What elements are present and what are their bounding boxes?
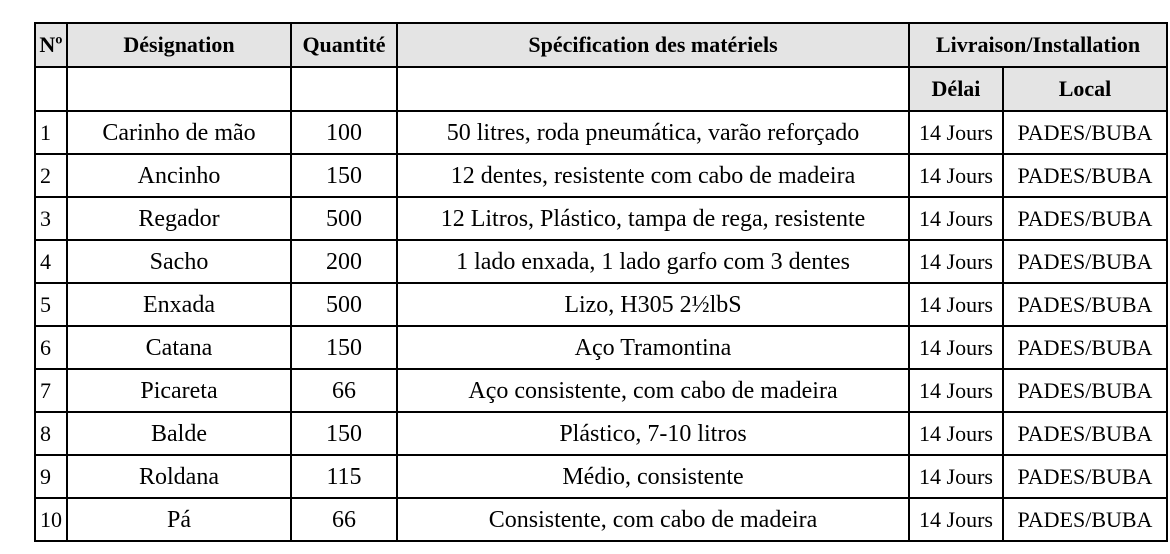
cell-specification: Consistente, com cabo de madeira xyxy=(397,498,909,541)
cell-delay: 14 Jours xyxy=(909,154,1003,197)
cell-location: PADES/BUBA xyxy=(1003,240,1167,283)
table-row xyxy=(35,455,1167,498)
cell-quantity: 66 xyxy=(291,369,397,412)
header-location: Local xyxy=(1003,67,1167,111)
cell-delay: 14 Jours xyxy=(909,197,1003,240)
header-quantity: Quantité xyxy=(291,23,397,67)
cell-location: PADES/BUBA xyxy=(1003,455,1167,498)
cell-delay: 14 Jours xyxy=(909,240,1003,283)
cell-quantity: 500 xyxy=(291,283,397,326)
cell-specification: Plástico, 7-10 litros xyxy=(397,412,909,455)
header-designation: Désignation xyxy=(67,23,291,67)
cell-delay: 14 Jours xyxy=(909,412,1003,455)
blank-cell xyxy=(35,67,67,111)
cell-quantity: 66 xyxy=(291,498,397,541)
cell-number: 9 xyxy=(35,455,67,498)
table-row xyxy=(35,369,1167,412)
cell-location: PADES/BUBA xyxy=(1003,326,1167,369)
cell-specification: 1 lado enxada, 1 lado garfo com 3 dentes xyxy=(397,240,909,283)
cell-specification: 50 litres, roda pneumática, varão reforçado xyxy=(397,111,909,154)
cell-designation: Enxada xyxy=(67,283,291,326)
cell-quantity: 200 xyxy=(291,240,397,283)
table-row xyxy=(35,240,1167,283)
cell-designation: Catana xyxy=(67,326,291,369)
header-delivery: Livraison/Installation xyxy=(909,23,1167,67)
cell-specification: Aço Tramontina xyxy=(397,326,909,369)
cell-number: 7 xyxy=(35,369,67,412)
cell-designation: Sacho xyxy=(67,240,291,283)
header-row xyxy=(35,23,1167,67)
cell-delay: 14 Jours xyxy=(909,111,1003,154)
cell-delay: 14 Jours xyxy=(909,369,1003,412)
materials-table xyxy=(34,22,1168,542)
cell-number: 10 xyxy=(35,498,67,541)
cell-location: PADES/BUBA xyxy=(1003,369,1167,412)
cell-number: 4 xyxy=(35,240,67,283)
cell-delay: 14 Jours xyxy=(909,283,1003,326)
cell-location: PADES/BUBA xyxy=(1003,197,1167,240)
cell-designation: Carinho de mão xyxy=(67,111,291,154)
cell-designation: Pá xyxy=(67,498,291,541)
cell-delay: 14 Jours xyxy=(909,455,1003,498)
cell-number: 6 xyxy=(35,326,67,369)
cell-location: PADES/BUBA xyxy=(1003,111,1167,154)
subheader-row xyxy=(35,67,1167,111)
table-row xyxy=(35,197,1167,240)
table-row xyxy=(35,283,1167,326)
cell-designation: Picareta xyxy=(67,369,291,412)
cell-location: PADES/BUBA xyxy=(1003,154,1167,197)
header-delay: Délai xyxy=(909,67,1003,111)
cell-designation: Regador xyxy=(67,197,291,240)
cell-quantity: 150 xyxy=(291,154,397,197)
cell-quantity: 100 xyxy=(291,111,397,154)
table-row xyxy=(35,498,1167,541)
header-number: Nº xyxy=(35,23,67,67)
cell-number: 8 xyxy=(35,412,67,455)
cell-designation: Roldana xyxy=(67,455,291,498)
cell-location: PADES/BUBA xyxy=(1003,283,1167,326)
cell-delay: 14 Jours xyxy=(909,498,1003,541)
cell-quantity: 115 xyxy=(291,455,397,498)
blank-cell xyxy=(291,67,397,111)
blank-cell xyxy=(397,67,909,111)
blank-cell xyxy=(67,67,291,111)
table-row xyxy=(35,111,1167,154)
table-row xyxy=(35,326,1167,369)
cell-designation: Ancinho xyxy=(67,154,291,197)
header-specification: Spécification des matériels xyxy=(397,23,909,67)
cell-location: PADES/BUBA xyxy=(1003,498,1167,541)
cell-specification: 12 dentes, resistente com cabo de madeira xyxy=(397,154,909,197)
cell-quantity: 150 xyxy=(291,326,397,369)
cell-quantity: 500 xyxy=(291,197,397,240)
cell-specification: 12 Litros, Plástico, tampa de rega, resistente xyxy=(397,197,909,240)
cell-specification: Aço consistente, com cabo de madeira xyxy=(397,369,909,412)
cell-number: 3 xyxy=(35,197,67,240)
cell-designation: Balde xyxy=(67,412,291,455)
cell-number: 1 xyxy=(35,111,67,154)
table-row xyxy=(35,412,1167,455)
cell-specification: Médio, consistente xyxy=(397,455,909,498)
cell-number: 2 xyxy=(35,154,67,197)
cell-specification: Lizo, H305 2½lbS xyxy=(397,283,909,326)
cell-quantity: 150 xyxy=(291,412,397,455)
table-row xyxy=(35,154,1167,197)
cell-location: PADES/BUBA xyxy=(1003,412,1167,455)
cell-number: 5 xyxy=(35,283,67,326)
table-body xyxy=(35,111,1167,541)
cell-delay: 14 Jours xyxy=(909,326,1003,369)
